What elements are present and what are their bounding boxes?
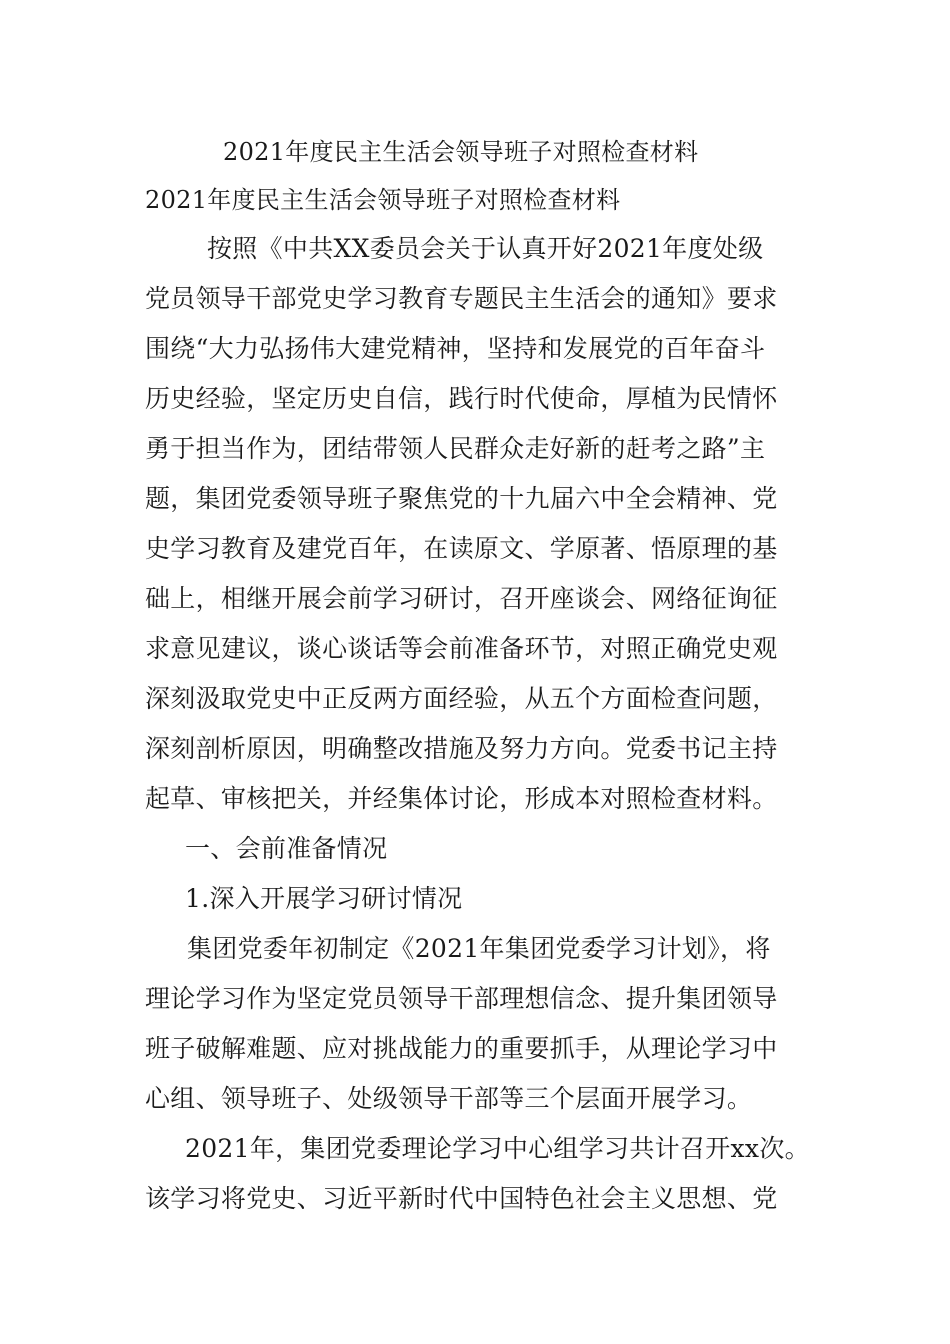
- paragraph-line: 础上，相继开展会前学习研讨，召开座谈会、网络征询征: [145, 584, 778, 613]
- paragraph-line: 集团党委年初制定《2021年集团党委学习计划》，将: [187, 934, 771, 963]
- paragraph-line: 2021年，集团党委理论学习中心组学习共计召开xx次。: [185, 1134, 810, 1163]
- paragraph-line: 题，集团党委领导班子聚焦党的十九届六中全会精神、党: [145, 484, 778, 513]
- paragraph-line: 党员领导干部党史学习教育专题民主生活会的通知》要求: [145, 284, 778, 313]
- paragraph-line: 班子破解难题、应对挑战能力的重要抓手，从理论学习中: [145, 1034, 778, 1063]
- paragraph-line: 起草、审核把关，并经集体讨论，形成本对照检查材料。: [145, 784, 778, 813]
- section-heading: 一、会前准备情况: [185, 834, 388, 863]
- paragraph-line: 求意见建议，谈心谈话等会前准备环节，对照正确党史观: [145, 634, 778, 663]
- paragraph-line: 深刻剖析原因，明确整改措施及努力方向。党委书记主持: [145, 734, 778, 763]
- paragraph-line: 心组、领导班子、处级领导干部等三个层面开展学习。: [145, 1084, 753, 1113]
- paragraph-line: 勇于担当作为，团结带领人民群众走好新的赶考之路”主: [145, 434, 766, 463]
- paragraph-line: 史学习教育及建党百年，在读原文、学原著、悟原理的基: [145, 534, 778, 563]
- paragraph-line: 深刻汲取党史中正反两方面经验，从五个方面检查问题，: [145, 684, 778, 713]
- paragraph-line: 该学习将党史、习近平新时代中国特色社会主义思想、党: [145, 1184, 778, 1213]
- document-body: [145, 128, 810, 1224]
- paragraph-line: 理论学习作为坚定党员领导干部理想信念、提升集团领导: [145, 984, 778, 1013]
- paragraph-intro: [145, 224, 805, 824]
- paragraph-line: 按照《中共XX委员会关于认真开好2021年度处级: [207, 234, 764, 263]
- paragraph-line: 历史经验，坚定历史自信，践行时代使命，厚植为民情怀: [145, 384, 778, 413]
- subsection-heading: 1.深入开展学习研讨情况: [185, 884, 463, 913]
- paragraph-study-plan: [145, 924, 805, 1124]
- paragraph-line: 围绕“大力弘扬伟大建党精神，坚持和发展党的百年奋斗: [145, 334, 766, 363]
- document-subtitle: 2021年度民主生活会领导班子对照检查材料: [145, 186, 621, 214]
- paragraph-study-sessions: [145, 1124, 810, 1224]
- document-title: 2021年度民主生活会领导班子对照检查材料: [223, 138, 699, 166]
